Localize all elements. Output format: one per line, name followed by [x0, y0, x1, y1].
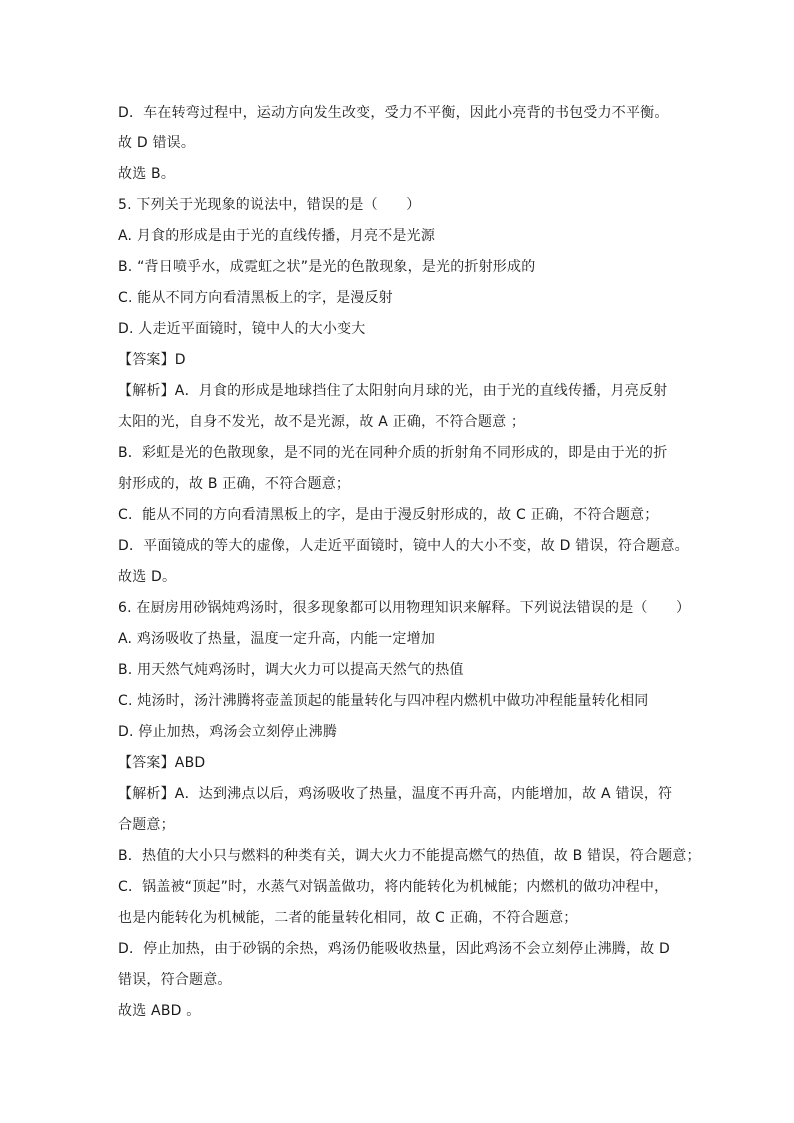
text-line: 故 D 错误。 — [118, 135, 196, 151]
question-5-option-a: A. 月食的形成是由于光的直线传播，月亮不是光源 — [118, 228, 436, 244]
text-line: 合题意； — [118, 817, 175, 833]
question-5-option-c: C. 能从不同方向看清黑板上的字，是漫反射 — [118, 290, 393, 306]
question-6-option-a: A. 鸡汤吸收了热量，温度一定升高，内能一定增加 — [118, 631, 436, 647]
question-6-stem: 6. 在厨房用砂锅炖鸡汤时，很多现象都可以用物理知识来解释。下列说法错误的是（ ） — [118, 600, 691, 616]
text-line: 故选 D。 — [118, 569, 177, 585]
text-line: 太阳的光，自身不发光，故不是光源，故 A 正确，不符合题意 ； — [118, 414, 526, 430]
question-5-stem: 5. 下列关于光现象的说法中，错误的是（ ） — [118, 197, 421, 213]
text-line: B．热值的大小只与燃料的种类有关，调大火力不能提高燃气的热值，故 B 错误，符合题意； — [118, 848, 701, 864]
question-6-answer: 【答案】ABD — [118, 755, 206, 771]
text-line: B．彩虹是光的色散现象，是不同的光在同种介质的折射角不同形成的，即是由于光的折 — [118, 445, 668, 461]
text-line: C．锅盖被“顶起”时，水蒸气对锅盖做功，将内能转化为机械能；内燃机的做功冲程中， — [118, 879, 669, 895]
text-line: D．平面镜成的等大的虚像，人走近平面镜时，镜中人的大小不变，故 D 错误，符合题意。 — [118, 538, 689, 554]
text-line: D．停止加热，由于砂锅的余热，鸡汤仍能吸收热量，因此鸡汤不会立刻停止沸腾，故 D — [118, 941, 671, 957]
question-5-option-d: D. 人走近平面镜时，镜中人的大小变大 — [118, 321, 366, 337]
text-line: 错误，符合题意。 — [118, 972, 232, 988]
text-line: 射形成的，故 B 正确，不符合题意； — [118, 476, 351, 492]
text-line: 故选 B。 — [118, 166, 176, 182]
question-6-option-d: D. 停止加热，鸡汤会立刻停止沸腾 — [118, 724, 338, 740]
text-line: C．能从不同的方向看清黑板上的字，是由于漫反射形成的，故 C 正确，不符合题意； — [118, 507, 659, 523]
question-6-option-b: B. 用天然气炖鸡汤时，调大火力可以提高天然气的热值 — [118, 662, 464, 678]
text-line: 也是内能转化为机械能，二者的能量转化相同，故 C 正确，不符合题意； — [118, 910, 578, 926]
question-6-option-c: C. 炖汤时，汤汁沸腾将壶盖顶起的能量转化与四冲程内燃机中做功冲程能量转化相同 — [118, 693, 649, 709]
text-line: D．车在转弯过程中，运动方向发生改变，受力不平衡，因此小亮背的书包受力不平衡。 — [118, 105, 669, 121]
text-line: 故选 ABD 。 — [118, 1003, 201, 1019]
question-5-option-b: B. “背日喷乎水，成霓虹之状”是光的色散现象，是光的折射形成的 — [118, 259, 536, 275]
question-6-analysis: 【解析】A．达到沸点以后，鸡汤吸收了热量，温度不再升高，内能增加，故 A 错误，符 — [118, 786, 673, 802]
question-5-answer: 【答案】D — [118, 352, 186, 368]
question-5-analysis: 【解析】A．月食的形成是地球挡住了太阳射向月球的光，由于光的直线传播，月亮反射 — [118, 383, 668, 399]
